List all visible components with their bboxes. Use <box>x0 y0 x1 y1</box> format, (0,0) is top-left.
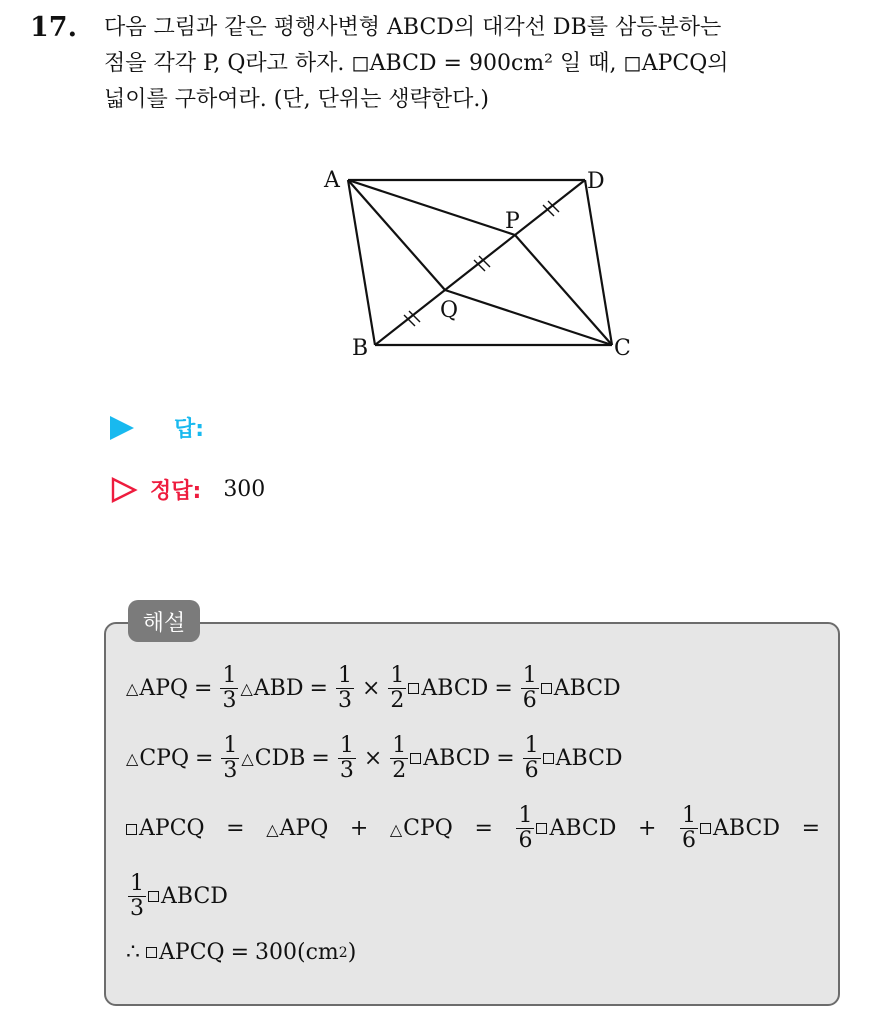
sol-l4-frac-1: $\frac{1}{3}$ <box>130 871 144 921</box>
play-triangle-icon <box>110 416 134 440</box>
sol-l1-t2: ABCD <box>421 676 489 701</box>
correct-answer-label: 정답: <box>150 479 202 504</box>
sol-l5-lhs: APCQ <box>159 940 225 965</box>
sol-l3-t4: ABCD <box>713 816 780 841</box>
sol-l1-t1: ABD <box>253 676 304 701</box>
sol-l2-frac-3: $\frac{1}{2}$ <box>392 733 407 783</box>
question-line-2: 점을 각각 P, Q라고 하자. ◻ABCD = 900cm² 일 때, ◻APCQ의 <box>104 51 729 76</box>
diagonal-db <box>375 180 585 345</box>
sol-l4-t1: ABCD <box>161 884 228 909</box>
outline-triangle-icon <box>110 476 138 504</box>
sol-l1-lhs: APQ <box>139 676 189 701</box>
label-a: A <box>324 168 340 193</box>
sol-l5-value: 300(cm <box>255 940 339 965</box>
solution-tab: 해설 <box>128 600 200 642</box>
question-line-3: 넓이를 구하여라. (단, 단위는 생략한다.) <box>104 87 489 112</box>
sol-l3-t3: ABCD <box>549 816 617 841</box>
parallelogram-figure <box>300 155 660 375</box>
solution-line-5: ∴ APCQ = 300(cm 2 ) <box>126 940 357 965</box>
sol-l3-t1: APQ <box>279 816 329 841</box>
question-line-1: 다음 그림과 같은 평행사변형 ABCD의 대각선 DB를 삼등분하는 <box>104 15 722 40</box>
sol-l3-lhs: APCQ <box>139 816 205 841</box>
question-number: 17. <box>30 12 77 43</box>
label-q: Q <box>440 298 459 323</box>
triangle-symbol: △ <box>126 679 139 698</box>
label-d: D <box>587 169 605 194</box>
sol-l2-t1: CDB <box>254 746 306 771</box>
label-b: B <box>352 336 369 361</box>
sol-l1-t3: ABCD <box>553 676 621 701</box>
question-text <box>104 10 864 118</box>
sol-l2-t3: ABCD <box>555 746 623 771</box>
solution-line-1: △ APQ = $\frac{1}{3}$ △ ABD = $\frac{1}{3}$ × $\frac{1}{2}$ ABCD = $\frac{1}{6}$ ABCD <box>126 663 621 713</box>
correct-answer-row <box>110 474 265 505</box>
solution-line-2: △ CPQ = $\frac{1}{3}$ △ CDB = $\frac{1}{3}$ × $\frac{1}{2}$ ABCD = $\frac{1}{6}$ ABCD <box>126 733 623 783</box>
label-p: P <box>505 209 520 234</box>
sol-l2-lhs: CPQ <box>139 746 189 771</box>
sol-l3-frac-1: $\frac{1}{6}$ <box>518 803 533 853</box>
sol-l2-frac-4: $\frac{1}{6}$ <box>524 733 539 783</box>
square-symbol <box>408 683 419 694</box>
sol-l3-t2: CPQ <box>403 816 453 841</box>
sol-l1-frac-1: $\frac{1}{3}$ <box>222 663 237 713</box>
solution-line-4 <box>126 872 228 921</box>
answer-row <box>110 412 226 443</box>
sol-l1-frac-4: $\frac{1}{6}$ <box>522 663 537 713</box>
label-c: C <box>614 336 631 361</box>
sol-l5-close: ) <box>347 940 357 965</box>
sol-l1-frac-3: $\frac{1}{2}$ <box>390 663 405 713</box>
answer-label: 답: <box>174 417 205 442</box>
therefore-symbol: ∴ <box>126 940 140 965</box>
sol-l1-frac-2: $\frac{1}{3}$ <box>337 663 352 713</box>
sol-l2-frac-2: $\frac{1}{3}$ <box>339 733 354 783</box>
sol-l2-t2: ABCD <box>423 746 491 771</box>
solution-line-3: APCQ = △APQ + △CPQ = $\frac{1}{6}$ ABCD + $\frac{1}{6}$ ABCD = <box>126 804 826 853</box>
sol-l3-frac-2: $\frac{1}{6}$ <box>682 803 697 853</box>
correct-answer-value: 300 <box>223 477 266 502</box>
sol-l2-frac-1: $\frac{1}{3}$ <box>223 733 238 783</box>
